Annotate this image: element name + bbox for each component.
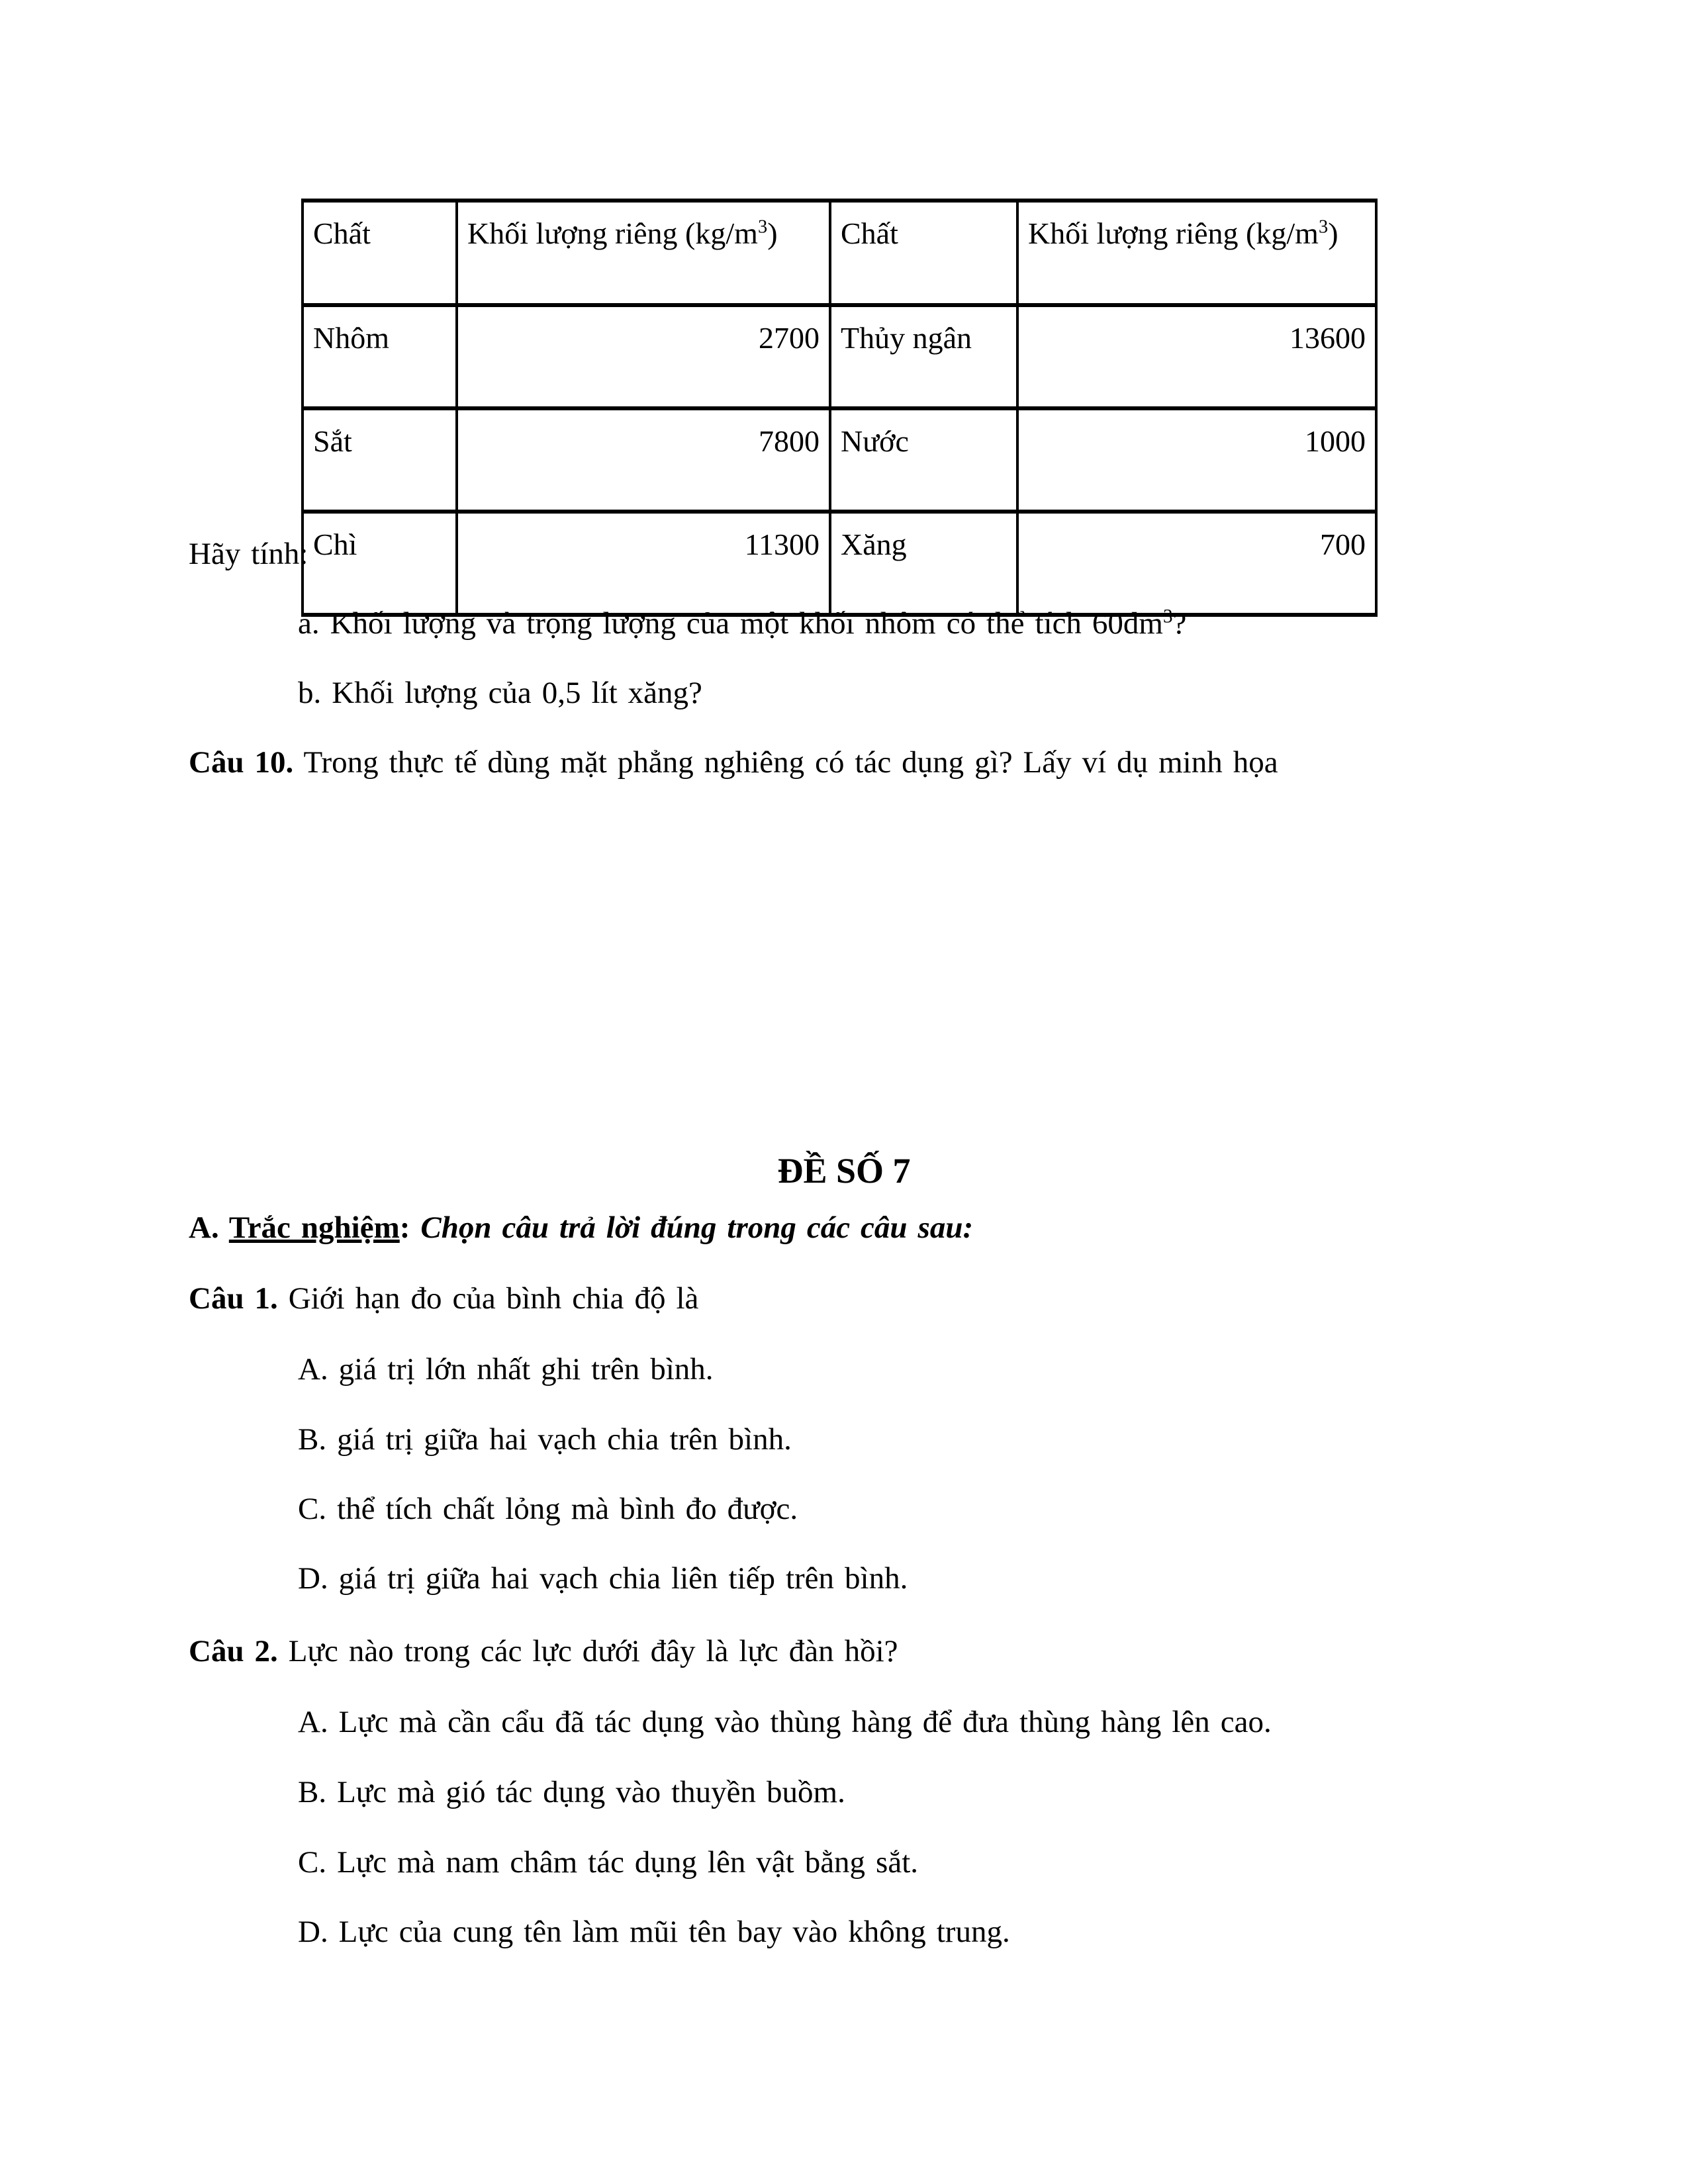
section-a-colon: : [399, 1210, 421, 1245]
question-10 [189, 745, 1278, 780]
cell-density: 11300 [457, 512, 830, 615]
table-row [303, 512, 1376, 615]
header-substance-1-label: Chất [313, 216, 371, 250]
cell-density: 700 [1017, 512, 1376, 615]
header-cell-density-1 [457, 201, 830, 305]
question-2-option-c: C. Lực mà nam châm tác dụng lên vật bằng sắt. [298, 1845, 918, 1880]
header-density-2-sup: 3 [1318, 216, 1329, 238]
cell-density: 2700 [457, 305, 830, 408]
question-1 [189, 1281, 698, 1316]
question-2 [189, 1633, 898, 1669]
cell-density: 7800 [457, 408, 830, 512]
question-10-text: Trong thực tế dùng mặt phẳng nghiêng có tác dụng gì? Lấy ví dụ minh họa [293, 745, 1278, 780]
section-a-instruction: Chọn câu trả lời đúng trong các câu sau: [420, 1210, 974, 1245]
item-a-text: a. Khối lượng và trọng lượng của một khối nhôm có thể tích 60dm [298, 606, 1163, 641]
question-2-option-a: A. Lực mà cần cẩu đã tác dụng vào thùng hàng để đưa thùng hàng lên cao. [298, 1705, 1272, 1739]
cell-substance: Xăng [830, 512, 1017, 615]
exam-title-row [0, 1150, 1688, 1191]
header-density-2-pre: Khối lượng riêng (kg/m [1028, 216, 1319, 250]
header-cell-substance-2 [830, 201, 1017, 305]
table-header-row [303, 201, 1376, 305]
cell-density: 13600 [1017, 305, 1376, 408]
question-1-option-b: B. giá trị giữa hai vạch chia trên bình. [298, 1422, 792, 1457]
header-density-2-post: ) [1328, 216, 1338, 250]
table-row [303, 305, 1376, 408]
density-table [301, 199, 1378, 617]
table-row [303, 408, 1376, 512]
question-2-label: Câu 2. [189, 1634, 278, 1668]
question-10-label: Câu 10. [189, 745, 294, 780]
exam-title: ĐỀ SỐ 7 [777, 1151, 911, 1191]
header-substance-2-label: Chất [841, 216, 898, 250]
cell-substance: Nhôm [303, 305, 457, 408]
exercise-item-a [298, 606, 1186, 641]
cell-substance: Thủy ngân [830, 305, 1017, 408]
question-1-option-d: D. giá trị giữa hai vạch chia liên tiếp trên bình. [298, 1561, 908, 1596]
item-a-sup: 3 [1162, 606, 1173, 627]
exercise-item-b: b. Khối lượng của 0,5 lít xăng? [298, 676, 702, 710]
question-2-text: Lực nào trong các lực dưới đây là lực đàn hồi? [277, 1634, 898, 1668]
cell-substance: Sắt [303, 408, 457, 512]
header-density-1-pre: Khối lượng riêng (kg/m [467, 216, 758, 250]
section-a-prefix: A. [189, 1210, 229, 1245]
header-density-1-sup: 3 [757, 216, 768, 238]
item-a-post: ? [1172, 606, 1187, 641]
question-1-option-a: A. giá trị lớn nhất ghi trên bình. [298, 1352, 714, 1387]
question-1-text: Giới hạn đo của bình chia độ là [277, 1281, 699, 1316]
question-1-label: Câu 1. [189, 1281, 278, 1316]
section-a-name: Trắc nghiệm [228, 1210, 400, 1245]
header-density-1-post: ) [767, 216, 778, 250]
question-2-option-b: B. Lực mà gió tác dụng vào thuyền buồm. [298, 1775, 845, 1809]
question-1-option-c: C. thể tích chất lỏng mà bình đo được. [298, 1492, 798, 1526]
header-cell-density-2 [1017, 201, 1376, 305]
cell-substance: Chì [303, 512, 457, 615]
section-a-heading [189, 1210, 973, 1246]
compute-prompt: Hãy tính: [189, 537, 308, 571]
header-cell-substance-1 [303, 201, 457, 305]
cell-substance: Nước [830, 408, 1017, 512]
question-2-option-d: D. Lực của cung tên làm mũi tên bay vào không trung. [298, 1915, 1010, 1949]
cell-density: 1000 [1017, 408, 1376, 512]
